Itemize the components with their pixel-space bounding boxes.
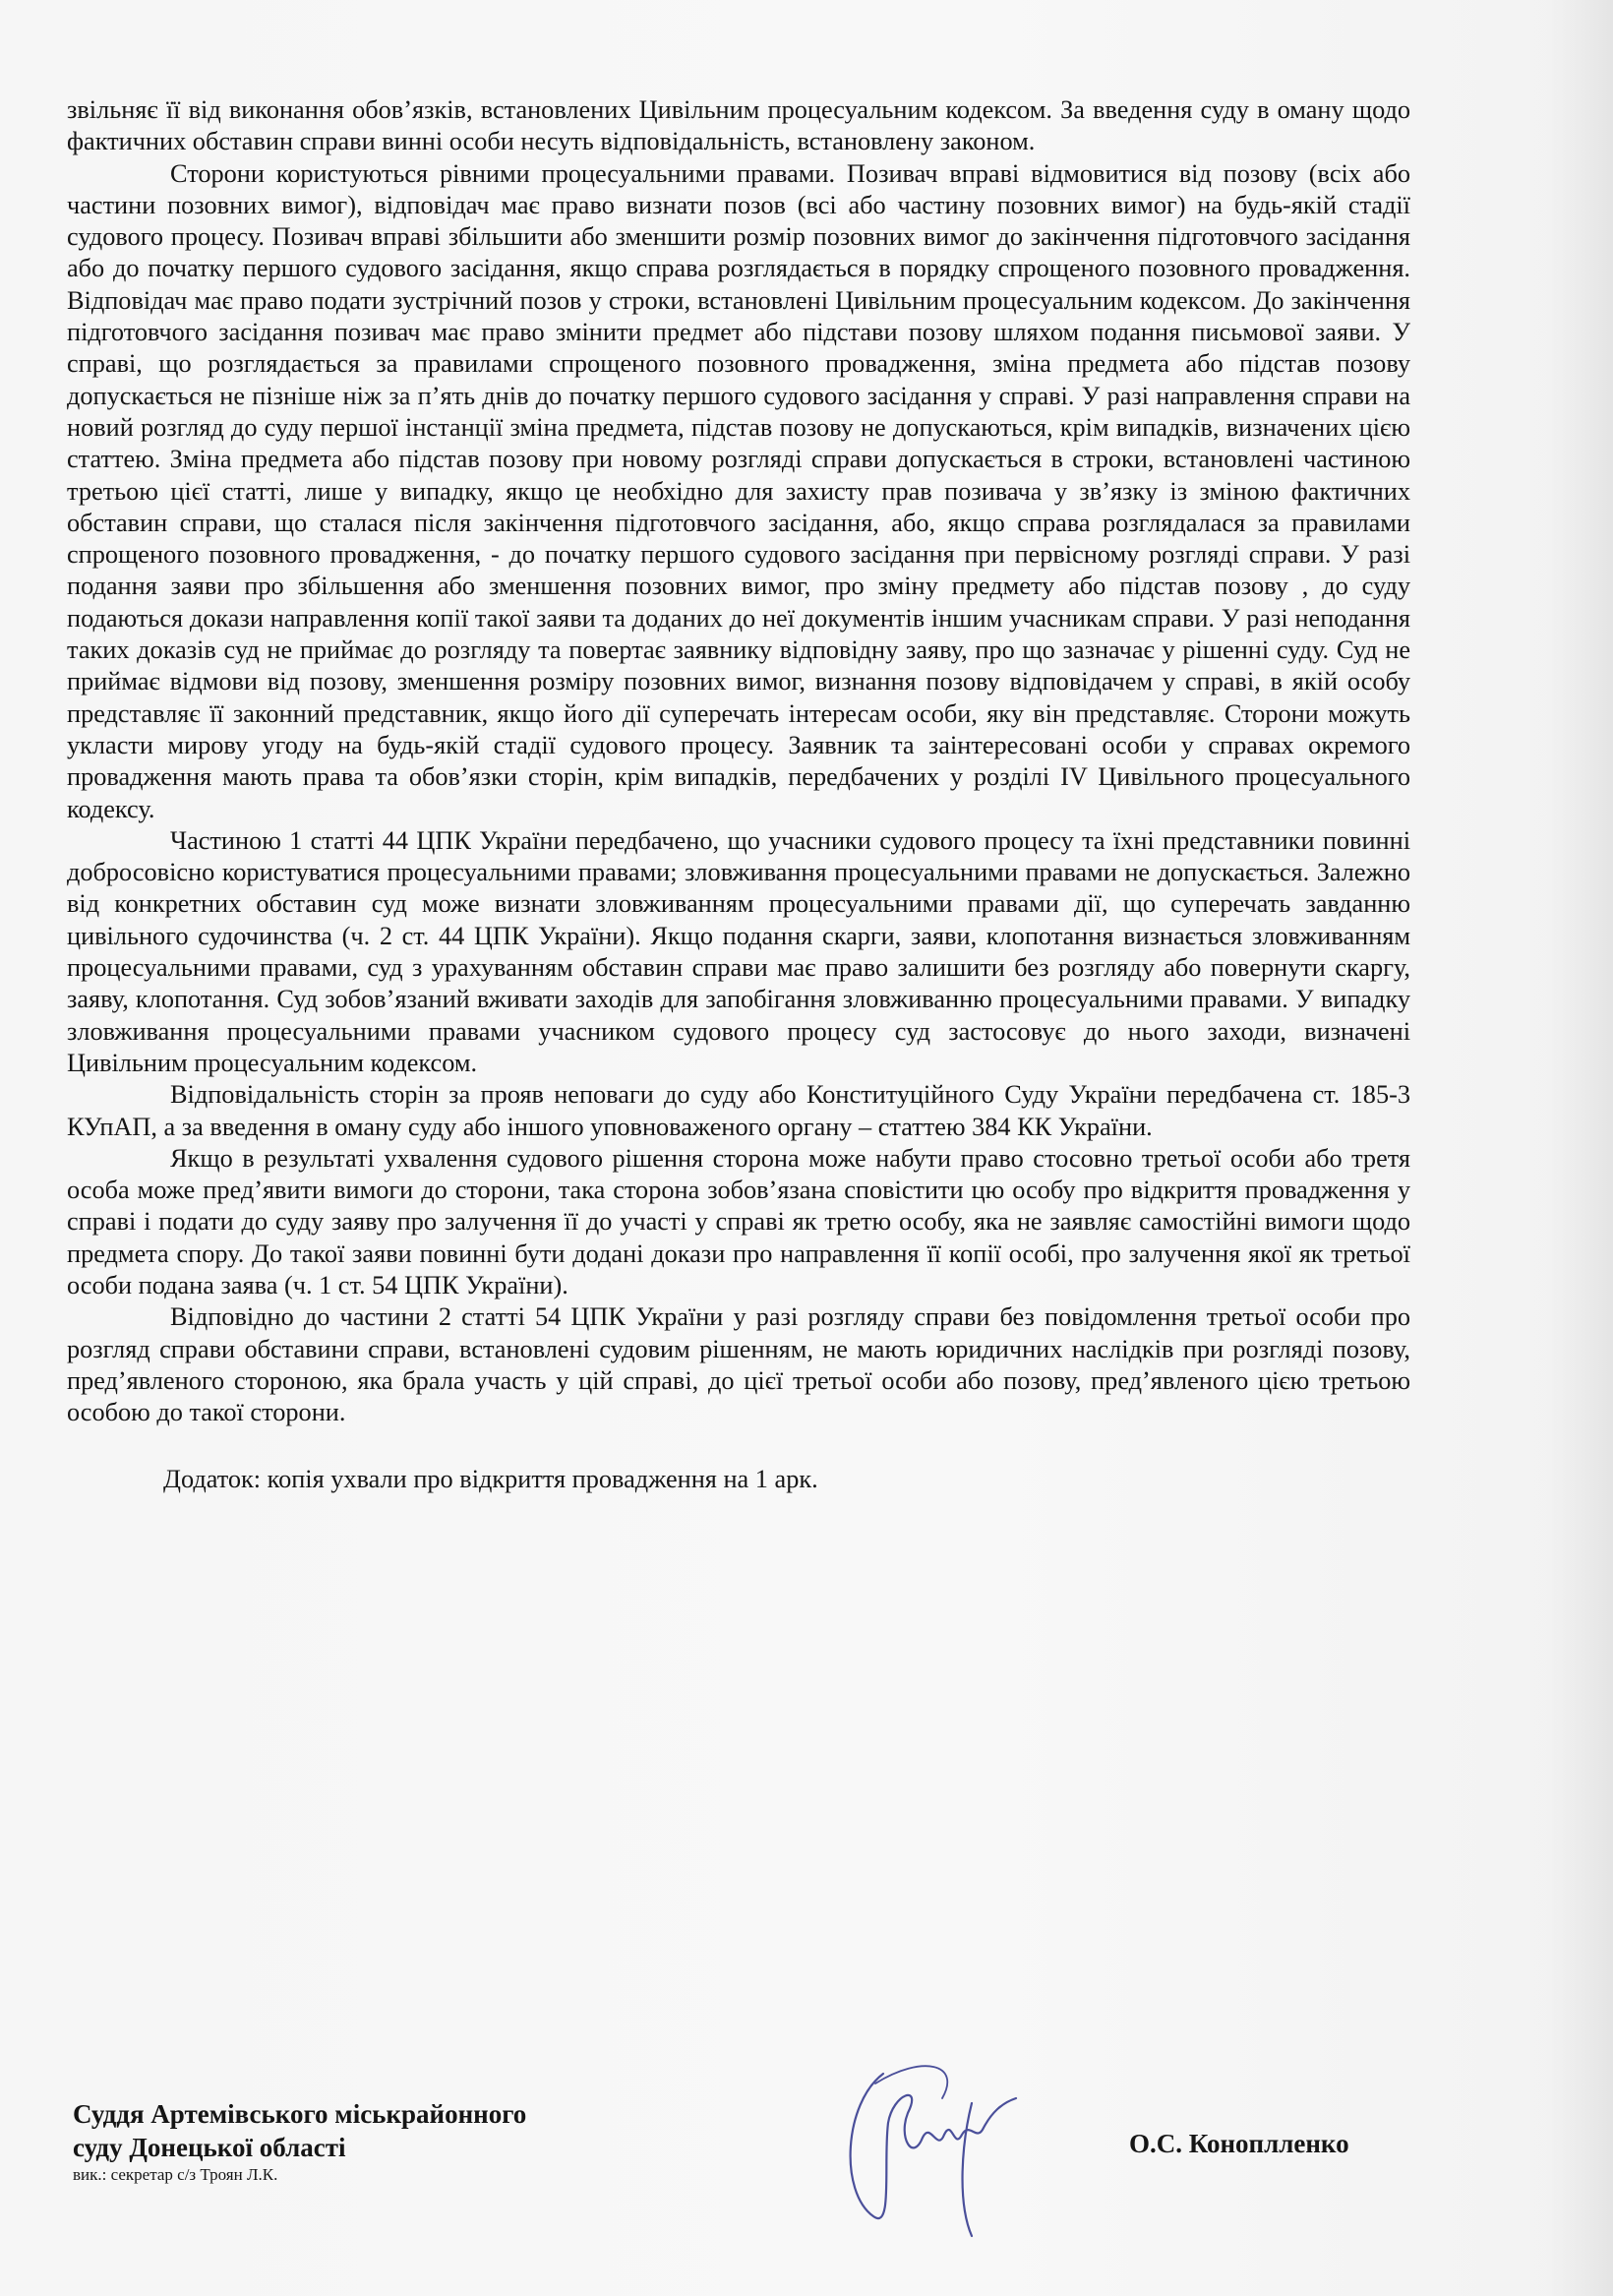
signer-name: О.С. Коноплленко (1129, 2129, 1349, 2158)
judge-title-line-2: суду Донецької області (73, 2133, 346, 2162)
paragraph-6: Відповідно до частини 2 статті 54 ЦПК України у разі розгляду справи без повідомлення третьої особи про розгляд справи обставини справи, встановлені судовим рішенням, не мають юридичних наслідків при розгляді позову, пред’явленого стороною, яка брала участь у цій справі, до цієї третьої особи або позову, пред’явленого цією третьою особою до такої сторони. (67, 1302, 1410, 1427)
paragraph-1: звільняє її від виконання обов’язків, встановлених Цивільним процесуальним кодексом. За введення суду в оману щодо фактичних обставин справи винні особи несуть відповідальність, встановлену законом. (67, 95, 1410, 156)
paragraph-2: Сторони користуються рівними процесуальними правами. Позивач вправі відмовитися від позову (всіх або частини позовних вимог), відповідач має право визнати позов (всі або частину позовних вимог) на будь-якій стадії судового процесу. Позивач вправі збільшити або зменшити розмір позовних вимог до закінчення підготовчого засідання або до початку першого судового засідання, якщо справа розглядається в порядку спрощеного позовного провадження. Відповідач має право подати зустрічний позов у строки, встановлені Цивільним процесуальним кодексом. До закінчення підготовчого засідання позивач має право змінити предмет або підстави позову шляхом подання письмової заяви. У справі, що розглядається за правилами спрощеного позовного провадження, зміна предмета або підстав позову допускається не пізніше ніж за п’ять днів до початку першого судового засідання у справі. У разі направлення справи на новий розгляд до суду першої інстанції зміна предмета, підстав позову не допускаються, крім випадків, визначених цією статтею. Зміна предмета або підстав позову при новому розгляді справи допускається в строки, встановлені частиною третьою цієї статті, лише у випадку, якщо це необхідно для захисту прав позивача у зв’язку із зміною фактичних обставин справи, що сталася після закінчення підготовчого засідання, або, якщо справа розглядалася за правилами спрощеного позовного провадження, - до початку першого судового засідання при первісному розгляді справи. У разі подання заяви про збільшення або зменшення позовних вимог, про зміну предмету або підстав позову , до суду подаються докази направлення копії такої заяви та доданих до неї документів іншим учасникам справи. У разі неподання таких доказів суд не приймає до розгляду та повертає заявнику відповідну заяву, про що зазначає у рішенні суду. Суд не приймає відмови від позову, зменшення розміру позовних вимог, визнання позову відповідачем у справі, в якій особу представляє її законний представник, якщо його дії суперечать інтересам особи, яку він представляє. Сторони можуть укласти мирову угоду на будь-якій стадії судового процесу. Заявник та заінтересовані особи у справах окремого провадження мають права та обов’язки сторін, крім випадків, передбачених у розділі IV Цивільного процесуального кодексу. (67, 158, 1410, 823)
scan-shadow (1544, 0, 1613, 2296)
paragraph-3: Частиною 1 статті 44 ЦПК України передбачено, що учасники судового процесу та їхні представники повинні добросовісно користуватися процесуальними правами; зловживання процесуальними правами не допускається. Залежно від конкретних обставин суд може визнати зловживанням процесуальними правами дії, що суперечать завданню цивільного судочинства (ч. 2 ст. 44 ЦПК України). Якщо подання скарги, заяви, клопотання визнається зловживанням процесуальними правами, суд з урахуванням обставин справи має право залишити без розгляду або повернути скаргу, заяву, клопотання. Суд зобов’язаний вживати заходів для запобігання зловживанню процесуальними правами. У випадку зловживання процесуальними правами учасником судового процесу суд застосовує до нього заходи, визначені Цивільним процесуальним кодексом. (67, 825, 1410, 1077)
attachment-note: Додаток: копія ухвали про відкриття провадження на 1 арк. (163, 1465, 818, 1494)
executor-note: вик.: секретар с/з Троян Л.К. (73, 2165, 278, 2184)
handwritten-signature (814, 2044, 1050, 2241)
judge-title-block (73, 2097, 526, 2186)
paragraph-5: Якщо в результаті ухвалення судового рішення сторона може набути право стосовно третьої особи або третя особа може пред’явити вимоги до сторони, така сторона зобов’язана сповістити цю особу про відкриття провадження у справі і подати до суду заяву про залучення її до участі у справі як третю особу, яка не заявляє самостійні вимоги щодо предмета спору. До такої заяви повинні бути додані докази про направлення її копії особі, про залучення якої як третьої особи подана заява (ч. 1 ст. 54 ЦПК України). (67, 1143, 1410, 1299)
document-body (67, 94, 1410, 1496)
paragraph-4: Відповідальність сторін за прояв неповаги до суду або Конституційного Суду України передбачена ст. 185-3 КУпАП, а за введення в оману суду або іншого уповноваженого органу – статтею 384 КК України. (67, 1080, 1410, 1141)
judge-title-line-1: Суддя Артемівського міськрайонного (73, 2099, 527, 2129)
